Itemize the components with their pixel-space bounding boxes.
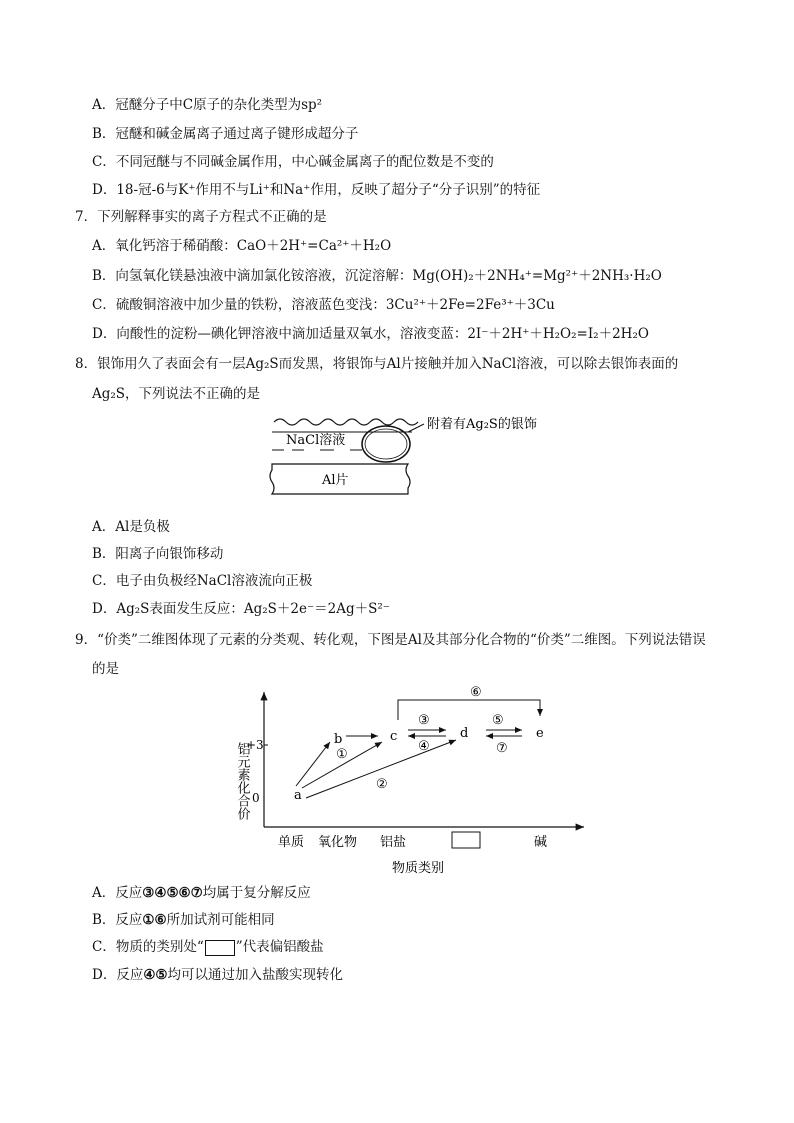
q7-option-a: A．氧化钙溶于稀硝酸：CaO＋2H⁺=Ca²⁺＋H₂O	[92, 238, 392, 254]
point-e: e	[536, 726, 544, 741]
arrow-a-to-b	[296, 742, 330, 786]
reaction-2: ②	[376, 777, 388, 792]
point-b: b	[334, 732, 343, 747]
y-tick-plus3: +3	[246, 738, 264, 752]
al-label: Al片	[322, 473, 349, 488]
reaction-5: ⑤	[492, 713, 504, 728]
q8-option-b: B．阳离子向银饰移动	[92, 546, 224, 562]
silver-label: 附着有Ag₂S的银饰	[427, 417, 537, 432]
q7-option-d: D．向酸性的淀粉—碘化钾溶液中滴加适量双氧水，溶液变蓝：2I⁻＋2H⁺＋H₂O₂=I₂＋2H₂O	[92, 326, 649, 342]
q9-stem-line2: 的是	[92, 661, 119, 677]
solution-surface-wave	[274, 419, 418, 425]
y-tick-0: 0	[252, 791, 260, 805]
silver-ornament	[362, 426, 410, 462]
x-cat-element: 单质	[278, 835, 305, 850]
x-cat-oxide: 氧化物	[318, 835, 358, 850]
q8-figure	[262, 410, 562, 506]
reaction-3: ③	[418, 713, 430, 728]
q6-option-b: B．冠醚和碱金属离子通过离子键形成超分子	[92, 126, 359, 142]
reaction-7: ⑦	[496, 741, 508, 756]
q6-option-d: D．18-冠-6与K⁺作用不与Li⁺和Na⁺作用，反映了超分子“分子识别”的特征	[92, 182, 541, 198]
point-c: c	[390, 729, 398, 744]
x-axis-label: 物质类别	[392, 861, 445, 876]
q8-option-c: C．电子由负极经NaCl溶液流向正极	[92, 573, 313, 589]
solution-label: NaCl溶液	[286, 433, 346, 448]
q9-option-a: A．反应③④⑤⑥⑦均属于复分解反应	[92, 885, 311, 901]
q7-stem: 7．下列解释事实的离子方程式不正确的是	[75, 209, 327, 225]
reaction-1: ①	[336, 747, 348, 762]
q9-option-d: D．反应④⑤均可以通过加入盐酸实现转化	[92, 967, 344, 983]
q7-option-b: B．向氢氧化镁悬浊液中滴加氯化铵溶液，沉淀溶解：Mg(OH)₂＋2NH₄⁺=Mg²⁺＋2NH₃·H₂O	[92, 268, 662, 284]
q9-option-c: C．物质的类别处“ ”代表偏铝酸盐	[92, 939, 324, 955]
q8-stem-line2: Ag₂S，下列说法不正确的是	[92, 386, 261, 402]
reaction-4: ④	[418, 739, 430, 754]
y-axis-label: 铝元素化合价	[234, 742, 250, 820]
q9-valence-class-diagram	[220, 680, 600, 880]
q6-option-c: C．不同冠醚与不同碱金属作用，中心碱金属离子的配位数是不变的	[92, 154, 494, 170]
q7-option-c: C．硫酸铜溶液中加少量的铁粉，溶液蓝色变浅：3Cu²⁺＋2Fe=2Fe³⁺＋3Cu	[92, 297, 555, 313]
q8-option-d: D．Ag₂S表面发生反应：Ag₂S＋2e⁻＝2Ag＋S²⁻	[92, 601, 390, 617]
reaction-6: ⑥	[470, 685, 482, 700]
point-d: d	[460, 726, 469, 741]
blank-box	[205, 940, 235, 956]
q9-option-b: B．反应①⑥所加试剂可能相同	[92, 912, 275, 928]
x-cat-aluminum-salt: 铝盐	[380, 835, 407, 850]
q8-option-a: A．Al是负极	[92, 519, 170, 535]
q6-option-a: A．冠醚分子中C原子的杂化类型为sp²	[92, 97, 323, 113]
point-a: a	[294, 788, 302, 803]
x-cat-blank-box	[452, 832, 480, 848]
q9-stem-line1: 9．“价类”二维图体现了元素的分类观、转化观，下图是Al及其部分化合物的“价类”二维图。下列说法错误	[75, 632, 706, 648]
x-cat-base: 碱	[534, 835, 548, 850]
q8-stem-line1: 8．银饰用久了表面会有一层Ag₂S而发黑，将银饰与Al片接触并加入NaCl溶液，可以除去银饰表面的	[75, 356, 679, 372]
